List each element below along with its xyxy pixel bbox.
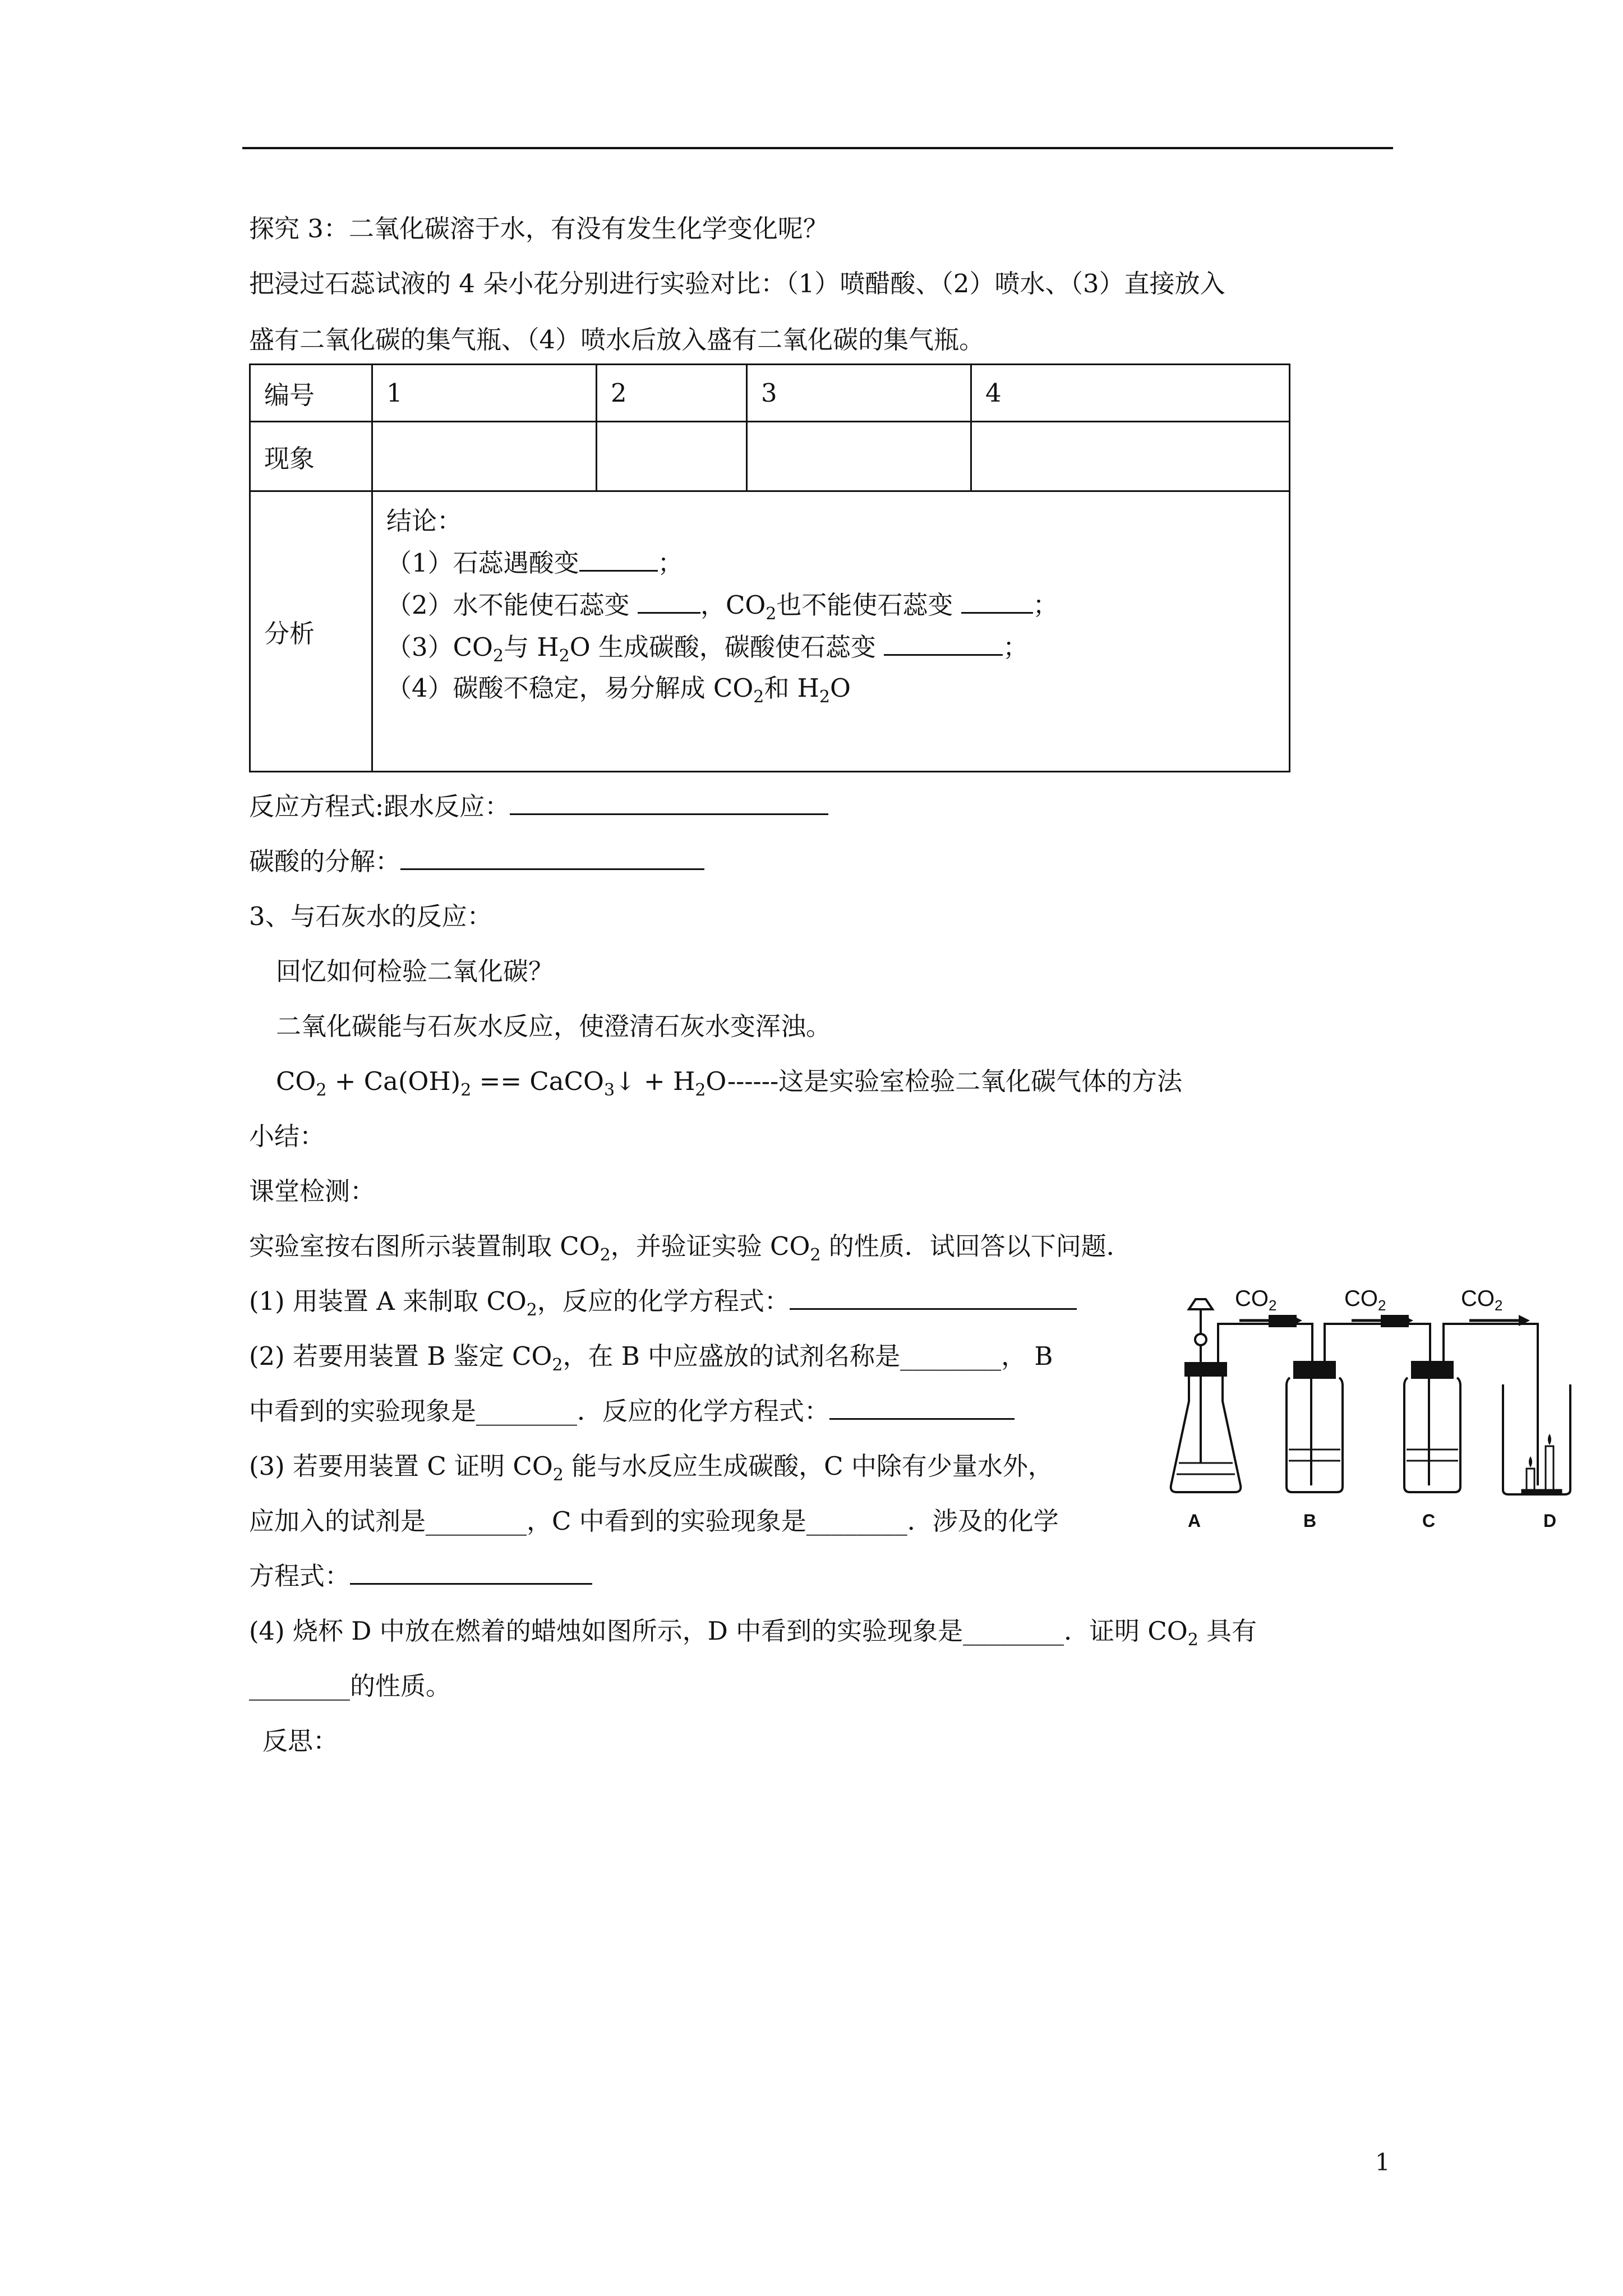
answer-blank[interactable] bbox=[638, 590, 700, 614]
answer-blank[interactable] bbox=[961, 590, 1033, 614]
question-4-cont: ________的性质。 bbox=[249, 1671, 451, 1701]
equation-text: == CaCO bbox=[471, 1066, 604, 1096]
tube-connector bbox=[1382, 1316, 1408, 1326]
table-row bbox=[250, 491, 1290, 772]
bottle-c bbox=[1404, 1378, 1460, 1492]
conclusion-4 bbox=[386, 673, 1289, 707]
question-3-cont: 应加入的试剂是________，C 中看到的实验现象是________．涉及的化学 bbox=[249, 1506, 1059, 1536]
experiment-table bbox=[249, 364, 1290, 772]
conclusion-text: ，CO bbox=[700, 590, 766, 620]
question-2-cont bbox=[249, 1395, 1015, 1428]
stopper bbox=[1186, 1363, 1226, 1375]
funnel bbox=[1189, 1299, 1212, 1309]
number-4: 4 bbox=[971, 365, 1290, 422]
subscript: 2 bbox=[600, 1245, 611, 1265]
summary-label: 小结： bbox=[249, 1121, 325, 1151]
check-title: 课堂检测： bbox=[249, 1176, 376, 1206]
equation-text: O------这是实验室检验二氧化碳气体的方法 bbox=[706, 1066, 1183, 1096]
subscript: 3 bbox=[603, 1080, 615, 1100]
conclusion-text: O 生成碳酸，碳酸使石蕊变 bbox=[569, 632, 884, 662]
apparatus-label: C bbox=[1422, 1511, 1436, 1531]
number-1: 1 bbox=[372, 365, 597, 422]
reaction-decompose bbox=[249, 845, 704, 878]
phenomenon-cell bbox=[597, 422, 747, 491]
question-text: (4) 烧杯 D 中放在燃着的蜡烛如图所示，D 中看到的实验现象是________．证明 CO bbox=[249, 1616, 1188, 1646]
header-rule bbox=[242, 147, 1393, 149]
subscript: 2 bbox=[492, 646, 504, 666]
answer-blank[interactable] bbox=[790, 1286, 1077, 1310]
question-3 bbox=[249, 1450, 1053, 1483]
question-text: 能与水反应生成碳酸，C 中除有少量水外， bbox=[563, 1451, 1053, 1481]
gas-label: $CO_2$ bbox=[1344, 1286, 1386, 1314]
phenomenon-cell bbox=[372, 422, 597, 491]
question-text: (3) 若要用装置 C 证明 CO bbox=[249, 1451, 553, 1481]
subscript: 2 bbox=[552, 1465, 564, 1485]
bottle-b bbox=[1287, 1378, 1343, 1492]
table-row bbox=[250, 365, 1290, 422]
reaction-water bbox=[249, 790, 828, 823]
question-text: 具有 bbox=[1198, 1616, 1257, 1646]
question-text: ，并验证实验 CO bbox=[610, 1231, 810, 1261]
reaction-label: 反应方程式:跟水反应： bbox=[249, 792, 510, 821]
table-row bbox=[250, 422, 1290, 491]
phenomenon-cell bbox=[971, 422, 1290, 491]
reflection-label: 反思： bbox=[262, 1726, 339, 1756]
reaction-label: 碳酸的分解： bbox=[249, 846, 401, 876]
question-text: (1) 用装置 A 来制取 CO bbox=[249, 1286, 527, 1316]
conclusion-text: ； bbox=[1003, 632, 1029, 662]
phenomenon-cell bbox=[747, 422, 971, 491]
conclusion-text: ； bbox=[1032, 590, 1058, 620]
subscript: 2 bbox=[552, 1355, 563, 1375]
conclusion-text: （3）CO bbox=[386, 632, 493, 662]
question-text: (2) 若要用装置 B 鉴定 CO bbox=[249, 1341, 552, 1371]
question-text: ，反应的化学方程式： bbox=[537, 1286, 790, 1316]
limewater-desc: 二氧化碳能与石灰水反应，使澄清石灰水变浑浊。 bbox=[276, 1011, 832, 1041]
conclusion-text: 与 H bbox=[504, 632, 559, 662]
conclusion-text: 也不能使石蕊变 bbox=[776, 590, 961, 620]
question-3-eq bbox=[249, 1559, 592, 1593]
gas-label: $CO_2$ bbox=[1235, 1286, 1277, 1314]
inquiry-intro-1: 把浸过石蕊试液的 4 朵小花分别进行实验对比：（1）喷醋酸、（2）喷水、（3）直接放入 bbox=[249, 269, 1225, 298]
subscript: 2 bbox=[819, 687, 831, 707]
stopcock bbox=[1195, 1334, 1206, 1345]
conclusion-heading: 结论： bbox=[386, 506, 463, 536]
candle-stand bbox=[1522, 1490, 1561, 1493]
subscript: 2 bbox=[766, 604, 777, 624]
check-intro bbox=[249, 1230, 1132, 1263]
conclusion-text: （2）水不能使石蕊变 bbox=[386, 590, 638, 620]
conclusion-1 bbox=[386, 547, 1289, 578]
number-3: 3 bbox=[747, 365, 971, 422]
apparatus-label: D bbox=[1543, 1511, 1557, 1531]
stopper bbox=[1412, 1362, 1453, 1378]
apparatus-label: A bbox=[1188, 1511, 1201, 1531]
question-1 bbox=[249, 1285, 1077, 1318]
conclusion-text: ； bbox=[657, 548, 683, 578]
answer-blank[interactable] bbox=[350, 1561, 592, 1585]
answer-blank[interactable] bbox=[400, 846, 704, 870]
limewater-equation bbox=[276, 1065, 1182, 1098]
subscript: 2 bbox=[559, 646, 570, 666]
answer-blank[interactable] bbox=[829, 1396, 1015, 1420]
limewater-title: 3、与石灰水的反应： bbox=[249, 901, 492, 931]
question-2 bbox=[249, 1340, 1053, 1373]
conclusion-3 bbox=[386, 632, 1289, 666]
label-number: 编号 bbox=[250, 365, 372, 422]
subscript: 2 bbox=[1187, 1630, 1198, 1650]
question-text: ，在 B 中应盛放的试剂名称是________， B bbox=[562, 1341, 1053, 1371]
subscript: 2 bbox=[753, 687, 764, 707]
inquiry-title: 探究 3：二氧化碳溶于水，有没有发生化学变化呢？ bbox=[249, 214, 828, 243]
subscript: 2 bbox=[695, 1080, 706, 1100]
conclusion-2 bbox=[386, 590, 1289, 624]
tube-connector bbox=[1270, 1316, 1295, 1326]
limewater-recall: 回忆如何检验二氧化碳？ bbox=[276, 956, 554, 986]
question-text: 方程式： bbox=[249, 1561, 351, 1591]
flame-icon bbox=[1529, 1456, 1532, 1467]
label-phenomenon: 现象 bbox=[250, 422, 372, 491]
stopper bbox=[1294, 1362, 1335, 1378]
answer-blank[interactable] bbox=[579, 547, 658, 572]
equation-text: + Ca(OH) bbox=[326, 1066, 461, 1096]
equation-text: ↓ + H bbox=[615, 1066, 695, 1096]
inquiry-intro-2: 盛有二氧化碳的集气瓶、（4）喷水后放入盛有二氧化碳的集气瓶。 bbox=[249, 325, 985, 355]
conclusion-text: （4）碳酸不稳定，易分解成 CO bbox=[386, 673, 754, 703]
question-text: 实验室按右图所示装置制取 CO bbox=[249, 1231, 600, 1261]
conclusion-text: O bbox=[830, 673, 851, 703]
answer-blank[interactable] bbox=[884, 632, 1003, 656]
flame-icon bbox=[1548, 1434, 1551, 1445]
candle bbox=[1546, 1446, 1553, 1493]
apparatus-figure bbox=[1166, 1283, 1581, 1536]
answer-blank[interactable] bbox=[510, 791, 828, 815]
question-text: 的性质．试回答以下问题． bbox=[820, 1231, 1132, 1261]
question-4 bbox=[249, 1614, 1257, 1648]
number-2: 2 bbox=[597, 365, 747, 422]
subscript: 2 bbox=[526, 1300, 537, 1320]
page-number: 1 bbox=[1375, 2148, 1390, 2176]
equation-text: CO bbox=[276, 1066, 316, 1096]
question-text: 中看到的实验现象是________．反应的化学方程式： bbox=[249, 1396, 830, 1426]
conclusion-text: 和 H bbox=[764, 673, 819, 703]
analysis-cell bbox=[372, 491, 1290, 772]
subscript: 2 bbox=[810, 1245, 821, 1265]
subscript: 2 bbox=[460, 1080, 472, 1100]
gas-label: $CO_2$ bbox=[1461, 1286, 1503, 1314]
conclusion-text: （1）石蕊遇酸变 bbox=[386, 548, 579, 578]
subscript: 2 bbox=[316, 1080, 327, 1100]
apparatus-label: B bbox=[1303, 1511, 1317, 1531]
label-analysis: 分析 bbox=[250, 491, 372, 772]
